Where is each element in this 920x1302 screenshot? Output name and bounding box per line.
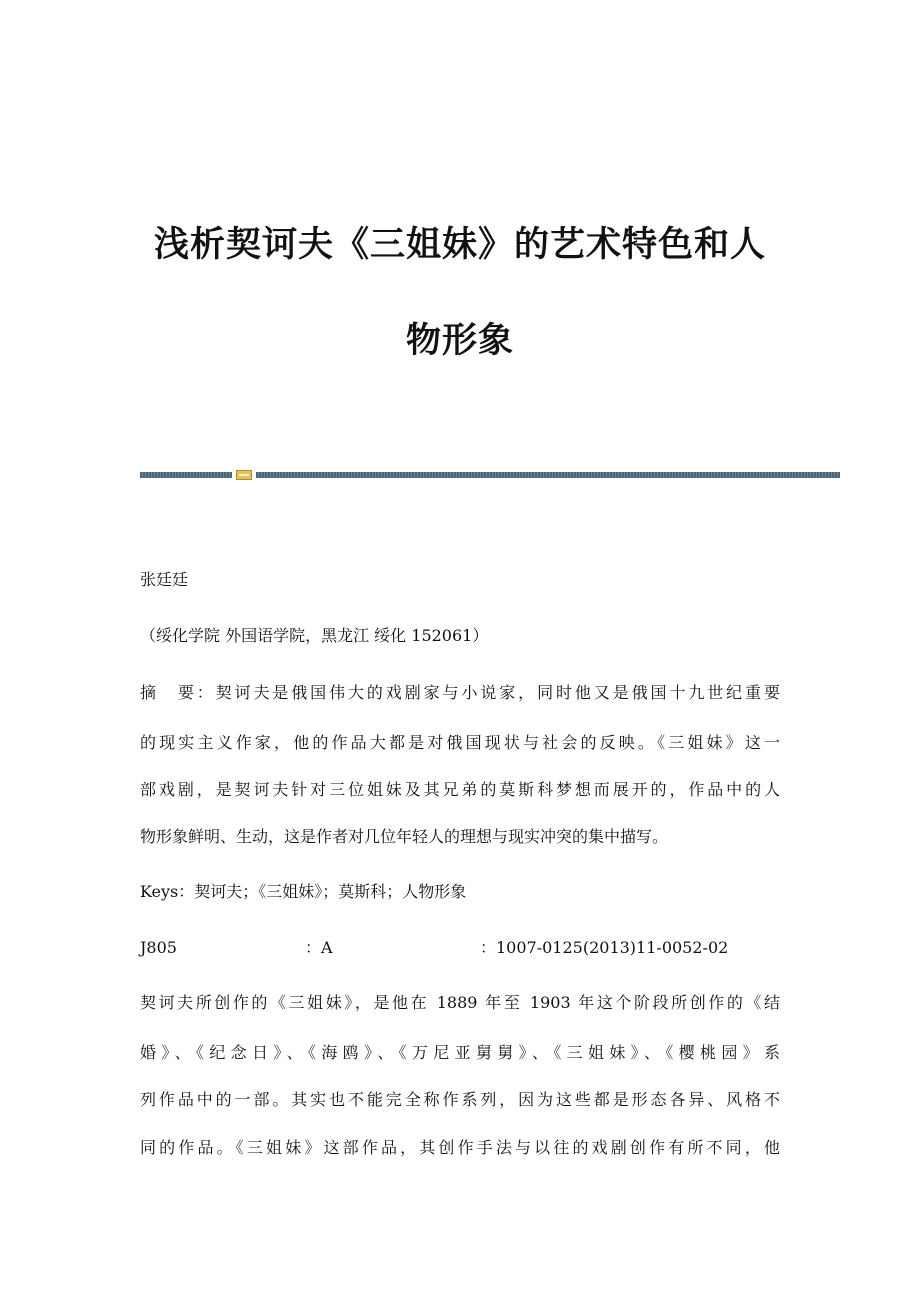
page-title-line-2: 物形象	[405, 321, 514, 361]
document-code: ：A	[305, 938, 333, 957]
abstract-line: 物形象鲜明、生动，这是作者对几位年轻人的理想与现实冲突的集中描写。	[140, 827, 669, 846]
body-text-line: 婚》、《纪念日》、《海鸥》、《万尼亚舅舅》、《三姐妹》、《樱桃园》系	[140, 1043, 780, 1062]
keywords: Keys：契诃夫；《三姐妹》；莫斯科；人物形象	[140, 882, 467, 901]
clc-number: J805	[140, 938, 177, 957]
abstract-line: 部戏剧，是契诃夫针对三位姐妹及其兄弟的莫斯科梦想而展开的，作品中的人	[140, 780, 780, 799]
divider-ornament-icon	[236, 470, 252, 480]
author-affiliation: （绥化学院 外国语学院，黑龙江 绥化 152061）	[140, 626, 489, 645]
body-text-line: 同的作品。《三姐妹》这部作品，其创作手法与以往的戏剧创作有所不同，他	[140, 1138, 780, 1157]
body-text-line: 契诃夫所创作的《三姐妹》，是他在 1889 年至 1903 年这个阶段所创作的《结	[140, 993, 780, 1012]
abstract-line: 摘 要：契诃夫是俄国伟大的戏剧家与小说家，同时他又是俄国十九世纪重要	[140, 683, 780, 702]
divider-bar-left	[140, 472, 232, 478]
author-name: 张廷廷	[140, 570, 189, 589]
abstract-line: 的现实主义作家，他的作品大都是对俄国现状与社会的反映。《三姐妹》这一	[140, 733, 780, 752]
body-text-line: 列作品中的一部。其实也不能完全称作系列，因为这些都是形态各异、风格不	[140, 1090, 780, 1109]
title-divider	[140, 470, 840, 480]
divider-bar-right	[256, 472, 840, 478]
article-id: ：1007-0125(2013)11-0052-02	[480, 938, 729, 957]
page-title-line-1: 浅析契诃夫《三姐妹》的艺术特色和人	[153, 225, 766, 265]
